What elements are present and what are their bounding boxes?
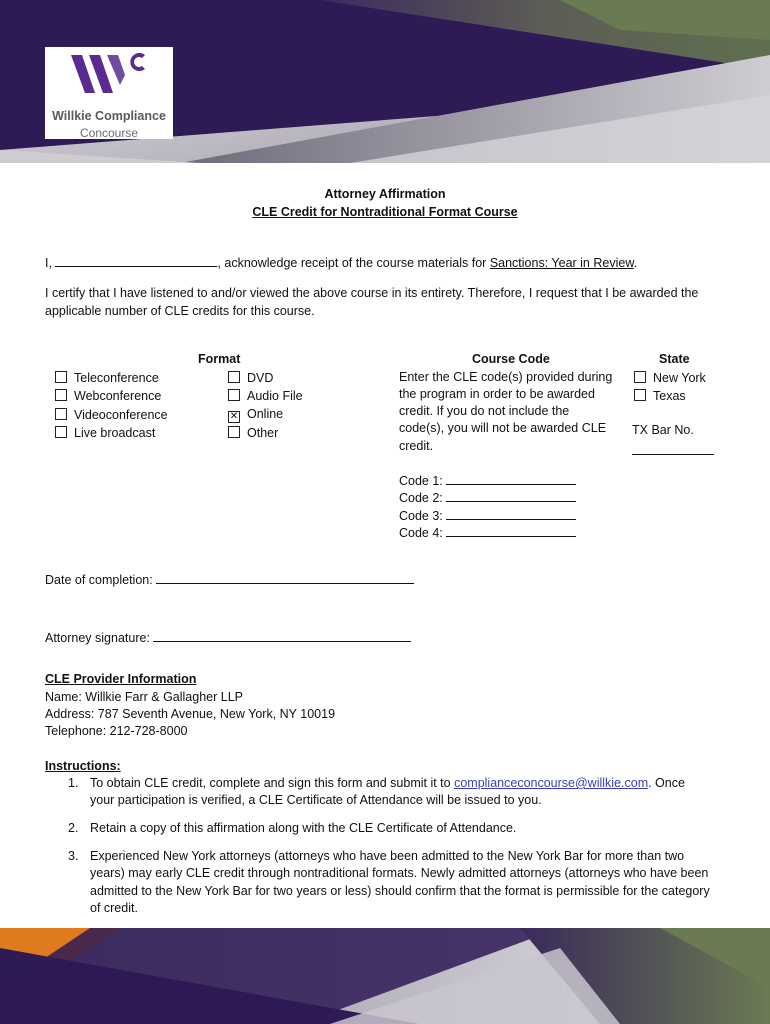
course-code-instruction-line: credit. If you do not include the [399, 404, 570, 418]
page-subtitle: CLE Credit for Nontraditional Format Course [252, 205, 518, 219]
state-option-texas[interactable] [634, 388, 686, 403]
company-logo [45, 47, 173, 139]
code-3-row [399, 508, 576, 523]
option-label: Other [247, 426, 279, 440]
option-label: Online [247, 407, 284, 421]
instruction-number: 3. [68, 849, 79, 863]
instructions-heading: Instructions: [45, 759, 121, 773]
option-label: Live broadcast [74, 426, 156, 440]
code-label: Code 4: [399, 526, 443, 540]
format-heading: Format [198, 352, 241, 366]
format-option-teleconference[interactable] [55, 370, 159, 385]
checkbox[interactable] [634, 389, 646, 401]
tx-bar-row [632, 443, 714, 458]
course-code-heading: Course Code [472, 352, 550, 366]
certify-paragraph: I certify that I have listened to and/or viewed the above course in its entirety. Therefore, I request that I be awarded the applicable number of CLE credits for this course. [45, 286, 699, 318]
format-option-dvd[interactable] [228, 370, 273, 385]
format-option-videoconference[interactable] [55, 407, 168, 422]
tx-bar-label: TX Bar No. [632, 423, 694, 437]
format-option-audio-file[interactable] [228, 388, 303, 403]
instruction-text: . Once [648, 776, 685, 790]
option-label: DVD [247, 371, 274, 385]
intro-prefix: I, [45, 256, 52, 270]
state-option-new-york[interactable] [634, 370, 706, 385]
state-heading: State [659, 352, 690, 366]
code-1-field[interactable] [446, 473, 576, 485]
checkbox-checked[interactable]: ✕ [229, 411, 239, 422]
email-link[interactable]: complianceconcourse@willkie.com [454, 776, 649, 790]
checkbox[interactable] [55, 389, 67, 401]
option-label: New York [653, 371, 706, 385]
course-code-instruction-line: credit. [399, 439, 434, 453]
checkbox[interactable] [55, 371, 67, 383]
provider-address: Address: 787 Seventh Avenue, New York, NY 10019 [45, 707, 336, 721]
signature-row [45, 630, 411, 645]
instruction-3-text: Experienced New York attorneys (attorneys who have been admitted to the New York Bar for more than two years) may early CLE credit through nontraditional formats. Newly admitted attorneys (attorneys who have been admitted to the New York Bar for two years or less) should confirm that the format is permissible for the category of credit. [90, 849, 710, 915]
code-3-field[interactable] [446, 508, 576, 520]
instruction-2-text: Retain a copy of this affirmation along with the CLE Certificate of Attendance. [90, 821, 517, 835]
instruction-text: To obtain CLE credit, complete and sign this form and submit it to [90, 776, 451, 790]
format-option-webconference[interactable] [55, 388, 161, 403]
signature-label: Attorney signature: [45, 631, 150, 645]
checkbox[interactable] [228, 426, 240, 438]
checkbox[interactable] [228, 389, 240, 401]
intro-period: . [633, 256, 638, 270]
code-2-field[interactable] [446, 490, 576, 502]
attorney-name-field[interactable] [55, 255, 217, 267]
intro-suffix: , acknowledge receipt of the course materials for [217, 256, 487, 270]
code-label: Code 2: [399, 491, 443, 505]
option-label: Texas [653, 389, 686, 403]
logo-subtitle: Concourse [79, 126, 139, 140]
logo-name: Willkie Compliance [52, 109, 166, 123]
attorney-signature-field[interactable] [153, 630, 411, 642]
footer-banner-graphic [0, 928, 770, 1024]
option-label: Webconference [74, 389, 162, 403]
instruction-number: 2. [68, 821, 79, 835]
course-name: Sanctions: Year in Review [489, 256, 634, 270]
date-row [45, 572, 414, 587]
date-of-completion-field[interactable] [156, 572, 414, 584]
option-label: Teleconference [74, 371, 159, 385]
code-1-row [399, 473, 576, 488]
format-option-other[interactable] [228, 425, 278, 440]
course-code-instruction-line: code(s), you will not be awarded CLE [399, 421, 607, 435]
provider-heading: CLE Provider Information [45, 672, 197, 686]
provider-name: Name: Willkie Farr & Gallagher LLP [45, 690, 243, 704]
instruction-1-line-2: your participation is verified, a CLE Certificate of Attendance will be issued to you. [90, 793, 542, 807]
course-code-instruction-line: the program in order to be awarded [399, 387, 595, 401]
instruction-1-line-1 [90, 776, 685, 790]
code-label: Code 3: [399, 509, 443, 523]
code-label: Code 1: [399, 474, 443, 488]
instruction-number: 1. [68, 776, 79, 790]
footer-banner [0, 928, 770, 1024]
checkbox[interactable] [634, 371, 646, 383]
option-label: Audio File [247, 389, 303, 403]
page-title: Attorney Affirmation [324, 187, 446, 201]
code-4-field[interactable] [446, 525, 576, 537]
date-label: Date of completion: [45, 573, 153, 587]
course-code-instruction-line: Enter the CLE code(s) provided during [399, 370, 613, 384]
option-label: Videoconference [74, 408, 168, 422]
acknowledgement-line [45, 255, 637, 270]
code-2-row [399, 490, 576, 505]
provider-telephone: Telephone: 212-728-8000 [45, 724, 188, 738]
format-option-online[interactable] [228, 407, 283, 422]
checkbox[interactable] [55, 426, 67, 438]
tx-bar-field[interactable] [632, 443, 714, 455]
checkbox[interactable] [55, 408, 67, 420]
willkie-logo-mark-icon [67, 51, 153, 97]
code-4-row [399, 525, 576, 540]
format-option-live-broadcast[interactable] [55, 425, 155, 440]
checkbox[interactable] [228, 371, 240, 383]
